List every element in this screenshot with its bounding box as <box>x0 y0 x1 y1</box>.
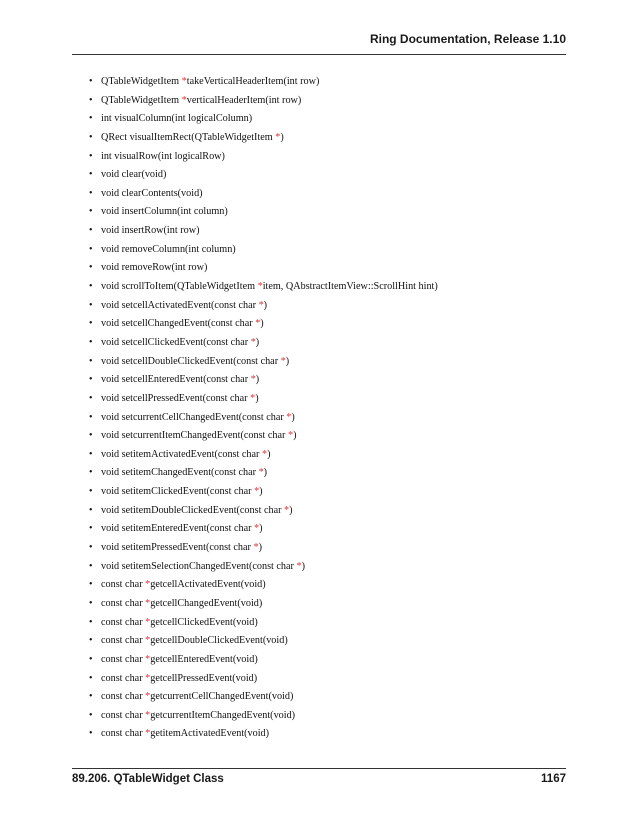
method-list-item <box>88 390 566 409</box>
pointer-star: * <box>254 486 260 498</box>
method-signature-text: int visualColumn(int logicalColumn) <box>101 113 253 125</box>
method-signature-text: const char <box>101 728 146 740</box>
method-list-item <box>88 670 566 689</box>
footer-section-title: 89.206. QTableWidget Class <box>72 773 224 785</box>
method-signature-text: getcellChangedEvent(void) <box>150 597 263 609</box>
method-signature-text: void setcellEnteredEvent(const char <box>101 374 251 386</box>
method-signature-text: ) <box>255 374 260 386</box>
pointer-star: * <box>250 336 256 348</box>
bullet-icon: • <box>89 187 93 199</box>
bullet-icon: • <box>89 486 93 498</box>
bullet-icon: • <box>89 430 93 442</box>
method-signature-text: void setcurrentCellChangedEvent(const char <box>101 411 287 423</box>
pointer-star: * <box>145 616 151 628</box>
method-signature-text: ) <box>267 448 271 460</box>
method-list-item <box>88 427 566 446</box>
method-signature-text: const char <box>101 635 146 647</box>
bullet-icon: • <box>89 392 93 404</box>
method-list-item <box>88 222 566 241</box>
bullet-icon: • <box>89 728 93 740</box>
bullet-icon: • <box>89 523 93 535</box>
method-signature-text: getcurrentCellChangedEvent(void) <box>150 691 294 703</box>
bullet-icon: • <box>89 467 93 479</box>
method-list-item <box>88 129 566 148</box>
method-list-item <box>88 446 566 465</box>
method-signature-text: const char <box>101 709 146 721</box>
footer-page-number: 1167 <box>541 773 566 785</box>
method-signature-text: void setcellPressedEvent(const char <box>101 392 251 404</box>
page-header-title: Ring Documentation, Release 1.10 <box>369 32 566 46</box>
method-signature-text: getcellActivatedEvent(void) <box>150 579 266 591</box>
pointer-star: * <box>145 728 151 740</box>
method-list-item <box>88 576 566 595</box>
method-signature-text: ) <box>285 355 290 367</box>
bullet-icon: • <box>89 281 93 293</box>
pointer-star: * <box>275 131 281 143</box>
pointer-star: * <box>250 374 256 386</box>
pointer-star: * <box>145 691 151 703</box>
method-signature-text: getcellPressedEvent(void) <box>150 672 258 684</box>
bullet-icon: • <box>89 672 93 684</box>
method-list-item <box>88 259 566 278</box>
method-list-item <box>88 353 566 372</box>
method-signature-text: const char <box>101 691 146 703</box>
page-header <box>72 30 566 55</box>
method-signature-text: const char <box>101 579 146 591</box>
method-signature-text: QRect visualItemRect(QTableWidgetItem <box>101 131 276 143</box>
method-list-item <box>88 464 566 483</box>
method-signature-text: getcellEnteredEvent(void) <box>150 653 258 665</box>
method-signature-text: const char <box>101 672 146 684</box>
method-list-item <box>88 409 566 428</box>
method-signature-text: void setcellActivatedEvent(const char <box>101 299 259 311</box>
pointer-star: * <box>255 318 261 330</box>
method-signature-text: void insertColumn(int column) <box>101 206 228 218</box>
method-signature-text: item, QAbstractItemView::ScrollHint hint) <box>262 281 438 293</box>
method-signature-text: const char <box>101 597 146 609</box>
method-list-item <box>88 185 566 204</box>
method-signature-text: ) <box>255 392 259 404</box>
bullet-icon: • <box>89 355 93 367</box>
pointer-star: * <box>288 430 294 442</box>
method-signature-text: void setitemDoubleClickedEvent(const char <box>101 504 285 516</box>
pointer-star: * <box>145 709 151 721</box>
method-signature-text: ) <box>259 486 263 498</box>
method-signature-text: void clear(void) <box>101 169 167 181</box>
bullet-icon: • <box>89 448 93 460</box>
method-list-item <box>88 297 566 316</box>
bullet-icon: • <box>89 411 93 423</box>
method-list-item <box>88 166 566 185</box>
pointer-star: * <box>258 299 264 311</box>
method-list-item <box>88 92 566 111</box>
method-signature-text: takeVerticalHeaderItem(int row) <box>186 76 320 87</box>
method-list-item <box>88 148 566 167</box>
method-signature-text: ) <box>263 299 268 311</box>
bullet-icon: • <box>89 243 93 255</box>
bullet-icon: • <box>89 616 93 628</box>
pointer-star: * <box>261 448 268 460</box>
method-list-item <box>88 520 566 539</box>
method-signature-text: void scrollToItem(QTableWidgetItem <box>101 281 258 293</box>
method-signature-text: verticalHeaderItem(int row) <box>186 94 302 106</box>
method-list-item <box>88 651 566 670</box>
method-signature-text: ) <box>263 467 268 479</box>
method-signature-text: ) <box>260 318 264 330</box>
pointer-star: * <box>145 579 151 591</box>
method-signature-text: void clearContents(void) <box>101 187 203 199</box>
method-signature-text: const char <box>101 653 146 665</box>
method-list-item <box>88 241 566 260</box>
method-signature-text: ) <box>255 336 260 348</box>
method-list-item <box>88 632 566 651</box>
pointer-star: * <box>181 76 187 87</box>
method-signature-text: void setitemEnteredEvent(const char <box>101 523 255 535</box>
method-list-item <box>88 73 566 92</box>
method-signature-text: const char <box>101 616 146 628</box>
bullet-icon: • <box>89 113 93 125</box>
method-list-item <box>88 315 566 334</box>
bullet-icon: • <box>89 299 93 311</box>
pointer-star: * <box>258 467 264 479</box>
method-list-item <box>88 539 566 558</box>
pointer-star: * <box>296 560 302 572</box>
bullet-icon: • <box>89 597 93 609</box>
pointer-star: * <box>145 597 151 609</box>
method-list-item <box>88 334 566 353</box>
method-signature-text: ) <box>280 131 284 143</box>
bullet-icon: • <box>89 318 93 330</box>
method-signature-text: void setcellClickedEvent(const char <box>101 336 251 348</box>
method-signature-text: QTableWidgetItem <box>101 94 182 106</box>
pointer-star: * <box>253 542 259 554</box>
method-signature-text: void setcellChangedEvent(const char <box>101 318 256 330</box>
method-list-item <box>88 558 566 577</box>
method-signature-text: void setcurrentItemChangedEvent(const char <box>101 430 288 442</box>
method-signature-text: ) <box>291 411 295 423</box>
method-signature-text: void setitemClickedEvent(const char <box>101 486 255 498</box>
method-signature-text: void setitemPressedEvent(const char <box>101 542 254 554</box>
pointer-star: * <box>145 672 151 684</box>
bullet-icon: • <box>89 542 93 554</box>
bullet-icon: • <box>89 709 93 721</box>
method-signature-text: getcellClickedEvent(void) <box>150 616 258 628</box>
method-list-item <box>88 688 566 707</box>
method-signature-text: void setcellDoubleClickedEvent(const char <box>101 355 281 367</box>
method-list-item <box>88 707 566 726</box>
method-signature-text: int visualRow(int logicalRow) <box>101 150 225 162</box>
method-list-item <box>88 725 566 744</box>
pointer-star: * <box>257 281 263 293</box>
method-signature-text: QTableWidgetItem <box>101 76 182 87</box>
pointer-star: * <box>284 504 290 516</box>
bullet-icon: • <box>89 150 93 162</box>
method-signature-text: void removeColumn(int column) <box>101 243 236 255</box>
pointer-star: * <box>250 392 256 404</box>
bullet-icon: • <box>89 76 93 87</box>
method-list-item <box>88 110 566 129</box>
method-signature-text: getcellDoubleClickedEvent(void) <box>150 635 288 647</box>
method-signature-text: void setitemChangedEvent(const char <box>101 467 259 479</box>
method-signature-text: ) <box>293 430 297 442</box>
method-signature-text: ) <box>259 523 263 535</box>
page-footer <box>72 768 566 791</box>
bullet-icon: • <box>89 225 93 237</box>
bullet-icon: • <box>89 504 93 516</box>
method-signature-text: ) <box>258 542 262 554</box>
bullet-icon: • <box>89 262 93 274</box>
pointer-star: * <box>145 635 151 647</box>
bullet-icon: • <box>89 560 93 572</box>
method-list-item <box>88 203 566 222</box>
pointer-star: * <box>145 653 151 665</box>
method-signature-text: void setitemSelectionChangedEvent(const char <box>101 560 297 572</box>
method-list-item <box>88 595 566 614</box>
bullet-icon: • <box>89 206 93 218</box>
bullet-icon: • <box>89 635 93 647</box>
method-list-item <box>88 278 566 297</box>
bullet-icon: • <box>89 691 93 703</box>
method-signature-text: void insertRow(int row) <box>101 225 200 237</box>
method-signature-text: getcurrentItemChangedEvent(void) <box>150 709 296 721</box>
pointer-star: * <box>254 523 260 535</box>
bullet-icon: • <box>89 131 93 143</box>
method-signature-text: void setitemActivatedEvent(const char <box>101 448 262 460</box>
method-list-item <box>88 483 566 502</box>
method-signature-text: getitemActivatedEvent(void) <box>150 728 270 740</box>
bullet-icon: • <box>89 94 93 106</box>
method-list <box>88 73 566 744</box>
bullet-icon: • <box>89 169 93 181</box>
pointer-star: * <box>286 411 292 423</box>
bullet-icon: • <box>89 653 93 665</box>
method-signature-text: void removeRow(int row) <box>101 262 208 274</box>
bullet-icon: • <box>89 374 93 386</box>
pointer-star: * <box>181 94 187 106</box>
method-list-item <box>88 502 566 521</box>
method-list-item <box>88 614 566 633</box>
bullet-icon: • <box>89 336 93 348</box>
method-list-item <box>88 371 566 390</box>
method-signature-text: ) <box>301 560 305 572</box>
method-signature-text: ) <box>289 504 293 516</box>
bullet-icon: • <box>89 579 93 591</box>
pointer-star: * <box>280 355 286 367</box>
